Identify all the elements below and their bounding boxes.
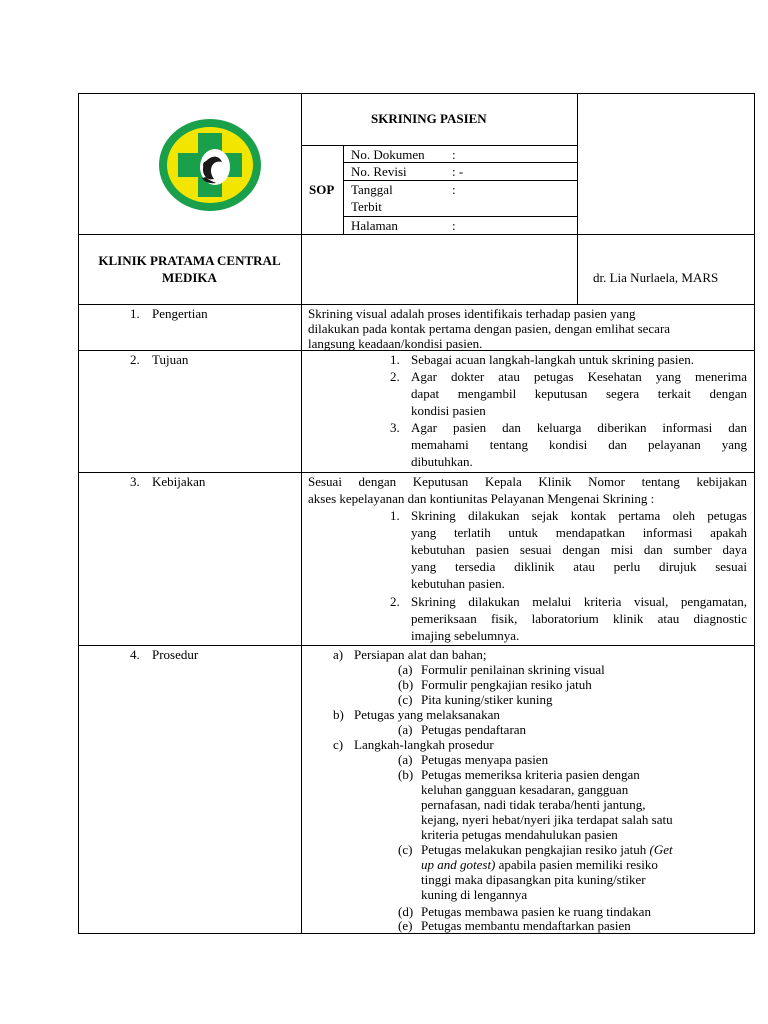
sub-title: Persiapan alat dan bahan; <box>354 647 487 662</box>
sub-mark: b) <box>333 707 344 722</box>
item-text <box>421 857 658 872</box>
list-number: 2. <box>390 369 400 384</box>
item-text-part: apabila pasien memiliki resiko <box>495 857 658 872</box>
list-item-text: memahami tentang kondisi dan pelayanan yang <box>411 437 747 452</box>
list-item-text: imajing sebelumnya. <box>411 628 520 643</box>
item-mark: (e) <box>398 918 413 933</box>
list-number: 1. <box>390 352 400 367</box>
item-mark: (b) <box>398 767 414 782</box>
field-label-no-revisi: No. Revisi <box>351 164 407 179</box>
table-divider-header-right <box>577 93 578 304</box>
tujuan-row-bottom <box>78 472 755 473</box>
clinic-name-line-2: MEDIKA <box>162 270 217 285</box>
sop-label: SOP <box>309 182 335 197</box>
item-mark: (c) <box>398 842 413 857</box>
header-row-bottom <box>78 234 755 235</box>
list-item-text: Agar dokter atau petugas Kesehatan yang menerima <box>411 369 747 384</box>
field-label-no-dokumen: No. Dokumen <box>351 147 425 162</box>
sub-title: Langkah-langkah prosedur <box>354 737 494 752</box>
sub-title: Petugas yang melaksanakan <box>354 707 500 722</box>
field-row-line-3 <box>343 216 578 217</box>
item-text: Formulir pengkajian resiko jatuh <box>421 677 592 692</box>
item-mark: (a) <box>398 662 413 677</box>
item-text-part: Petugas melakukan pengkajian resiko jatuh <box>421 842 650 857</box>
item-text: Petugas membantu mendaftarkan pasien <box>421 918 631 933</box>
list-item-text: kebutuhan pasien sesuai dengan misi dan sumber daya <box>411 542 747 557</box>
section-number: 4. <box>130 647 140 662</box>
field-value-tanggal: : <box>452 182 456 197</box>
item-text: kuning di lengannya <box>421 887 528 902</box>
table-divider-main <box>301 93 302 934</box>
list-item-text: pemeriksaan fisik, laboratorium klinik atau diagnostic <box>411 611 747 626</box>
item-mark: (d) <box>398 904 414 919</box>
signer-name: dr. Lia Nurlaela, MARS <box>593 270 719 285</box>
list-item-text: dapat mengambil keputusan segera terkait dengan <box>411 386 747 401</box>
item-text: keluhan gangguan kesadaran, gangguan <box>421 782 629 797</box>
list-number: 3. <box>390 420 400 435</box>
field-label-halaman: Halaman <box>351 218 398 233</box>
kebijakan-intro-line: akses kepelayanan dan kontiunitas Pelayanan Mengenai Skrining : <box>308 491 655 506</box>
field-value-no-dokumen: : <box>452 147 456 162</box>
list-item-text: dibutuhkan. <box>411 454 473 469</box>
document-title: SKRINING PASIEN <box>371 111 487 126</box>
section-number: 2. <box>130 352 140 367</box>
kebijakan-row-bottom <box>78 645 755 646</box>
list-item-text: yang terlatih untuk mendapatkan informasi apakah <box>411 525 747 540</box>
kebijakan-intro-line: Sesuai dengan Keputusan Kepala Klinik Nomor tentang kebijakan <box>308 474 747 489</box>
clinic-logo <box>158 118 262 212</box>
pengertian-line: langsung keadaan/kondisi pasien. <box>308 336 483 351</box>
table-divider-sop <box>343 145 344 234</box>
clinic-name-line-1: KLINIK PRATAMA CENTRAL <box>98 253 281 268</box>
item-text-italic: up and gotest) <box>421 857 496 872</box>
field-label-terbit: Terbit <box>351 199 382 214</box>
table-border-top <box>78 93 755 94</box>
clinic-row-bottom <box>78 304 755 305</box>
pengertian-line: Skrining visual adalah proses identifikais terhadap pasien yang <box>308 306 636 321</box>
field-row-line-2 <box>343 180 578 181</box>
section-label-kebijakan: Kebijakan <box>152 474 206 489</box>
field-value-no-revisi: : - <box>452 164 464 179</box>
field-row-line-1 <box>343 162 578 163</box>
table-border-right <box>754 93 755 934</box>
list-item-text: yang tersedia diklinik atau perlu dirujuk sesuai <box>411 559 747 574</box>
field-label-tanggal: Tanggal <box>351 182 393 197</box>
list-item-text: kebutuhan pasien. <box>411 576 505 591</box>
section-label-pengertian: Pengertian <box>152 306 208 321</box>
item-text: Petugas membawa pasien ke ruang tindakan <box>421 904 651 919</box>
section-label-prosedur: Prosedur <box>152 647 199 662</box>
section-number: 3. <box>130 474 140 489</box>
pengertian-line: dilakukan pada kontak pertama dengan pasien, dengan emlihat secara <box>308 321 671 336</box>
table-border-left <box>78 93 79 934</box>
title-row-bottom <box>301 145 578 146</box>
list-number: 1. <box>390 508 400 523</box>
list-item-text: Agar pasien dan keluarga diberikan informasi dan <box>411 420 747 435</box>
item-mark: (a) <box>398 752 413 767</box>
item-text: kriteria petugas mendahulukan pasien <box>421 827 618 842</box>
list-number: 2. <box>390 594 400 609</box>
item-text: pernafasan, nadi tidak teraba/henti jantung, <box>421 797 646 812</box>
list-item-text: Skrining dilakukan melalui kriteria visual, pengamatan, <box>411 594 747 609</box>
item-text-italic: (Get <box>649 842 673 857</box>
item-text: Petugas menyapa pasien <box>421 752 549 767</box>
item-text: Petugas memeriksa kriteria pasien dengan <box>421 767 640 782</box>
sub-mark: a) <box>333 647 344 662</box>
item-text: Pita kuning/stiker kuning <box>421 692 553 707</box>
item-text: kejang, nyeri hebat/nyeri jika terdapat salah satu <box>421 812 673 827</box>
list-item-text: kondisi pasien <box>411 403 486 418</box>
list-item-text: Skrining dilakukan sejak kontak pertama oleh petugas <box>411 508 747 523</box>
table-border-bottom <box>78 933 755 934</box>
section-label-tujuan: Tujuan <box>152 352 189 367</box>
list-item-text: Sebagai acuan langkah-langkah untuk skrining pasien. <box>411 352 695 367</box>
field-value-halaman: : <box>452 218 456 233</box>
item-mark: (c) <box>398 692 413 707</box>
item-text <box>421 842 673 857</box>
section-number: 1. <box>130 306 140 321</box>
sub-mark: c) <box>333 737 344 752</box>
item-mark: (a) <box>398 722 413 737</box>
item-mark: (b) <box>398 677 414 692</box>
item-text: tinggi maka dipasangkan pita kuning/stiker <box>421 872 646 887</box>
item-text: Petugas pendaftaran <box>421 722 527 737</box>
item-text: Formulir penilainan skrining visual <box>421 662 605 677</box>
